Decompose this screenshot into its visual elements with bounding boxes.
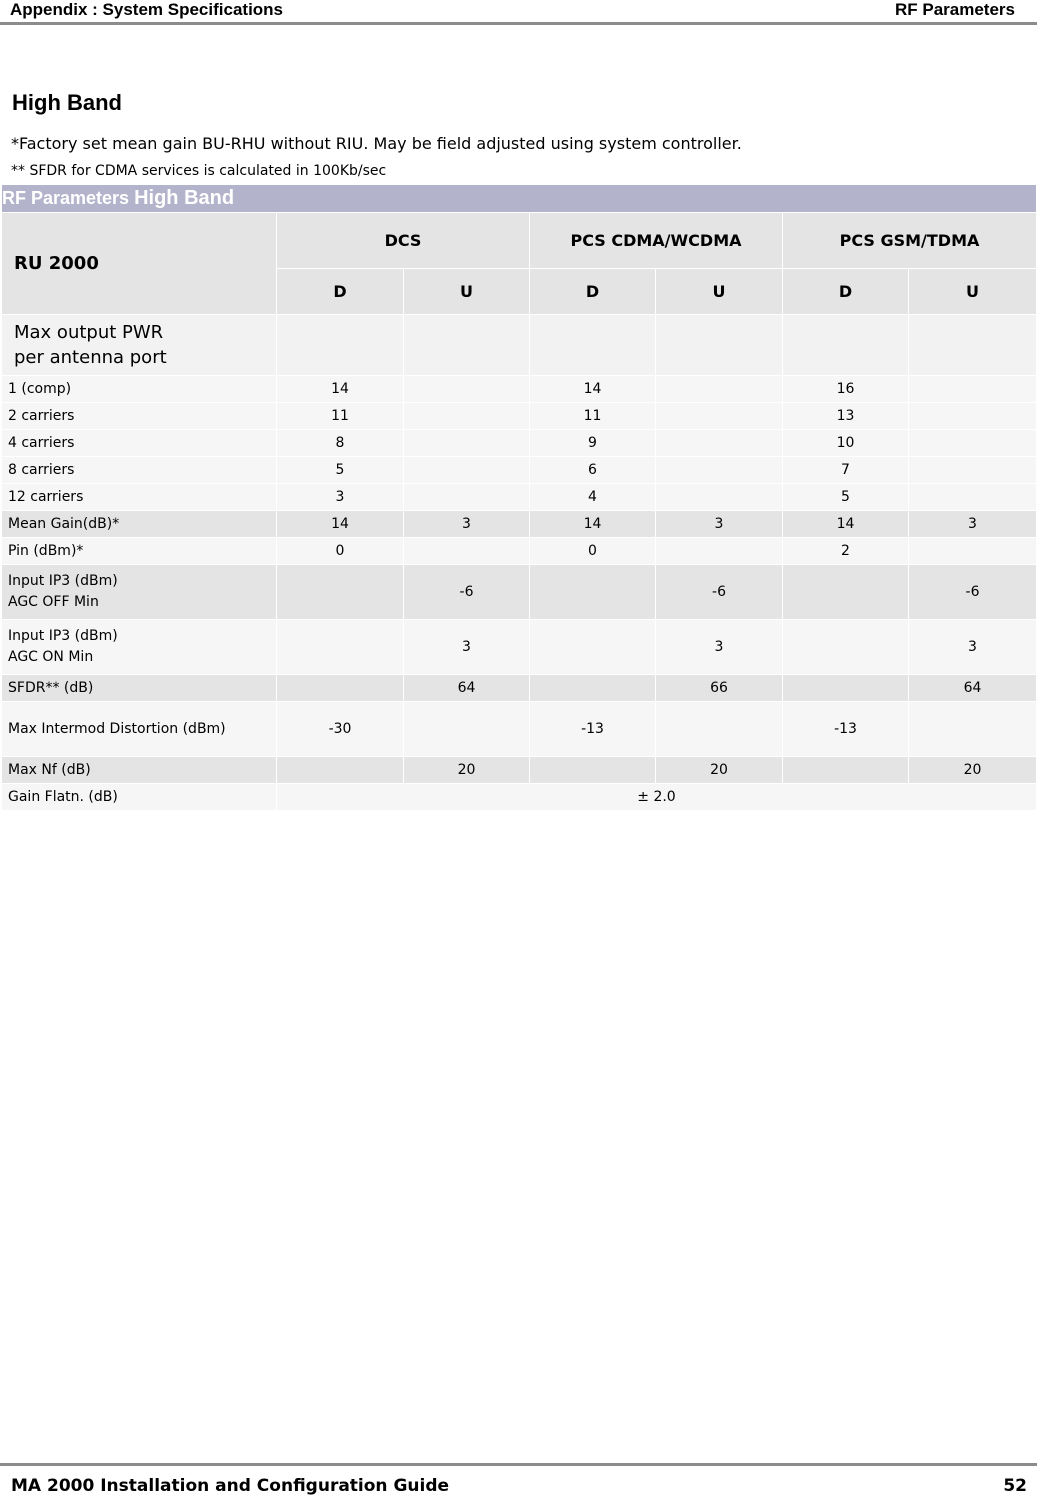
group-header-row (2, 213, 1037, 269)
table-row (2, 376, 1037, 403)
table-cell: 5 (277, 457, 404, 484)
table-row (2, 757, 1037, 784)
table-row (2, 675, 1037, 702)
table-cell: 0 (530, 538, 656, 565)
table-cell: 20 (404, 757, 530, 784)
page-header (0, 0, 1037, 25)
row-label-text: 8 carriers (8, 462, 75, 478)
row-label (2, 430, 277, 457)
table-cell (656, 702, 783, 757)
table-cell (404, 457, 530, 484)
table-cell: 13 (783, 403, 909, 430)
section-label (2, 315, 277, 376)
banner-prefix: RF Parameters (2, 188, 135, 208)
table-cell (277, 620, 404, 675)
table-body (2, 376, 1037, 784)
flatness-value: ± 2.0 (277, 784, 1037, 811)
table-cell (530, 675, 656, 702)
table-cell (404, 484, 530, 511)
table-cell: 3 (404, 511, 530, 538)
table-cell (404, 376, 530, 403)
table-cell: -6 (404, 565, 530, 620)
subcol-header: D (783, 269, 909, 315)
table-cell: 14 (530, 376, 656, 403)
subcol-header: U (404, 269, 530, 315)
table-cell: 2 (783, 538, 909, 565)
subcol-header: D (277, 269, 404, 315)
group-header: DCS (277, 213, 530, 269)
header-topic: RF Parameters (894, 0, 1015, 19)
table-cell (909, 457, 1037, 484)
table-row (2, 430, 1037, 457)
table-cell: 5 (783, 484, 909, 511)
table-cell (530, 757, 656, 784)
table-cell: -13 (530, 702, 656, 757)
table-cell: 0 (277, 538, 404, 565)
row-label (2, 675, 277, 702)
page-footer (0, 1463, 1037, 1496)
section-label-line2: per antenna port (14, 347, 167, 368)
row-label-text: Pin (dBm)* (8, 543, 84, 559)
table-row (2, 702, 1037, 757)
table-cell (404, 430, 530, 457)
table-cell (656, 430, 783, 457)
table-row (2, 511, 1037, 538)
table-cell: 3 (656, 620, 783, 675)
row-label-text: 4 carriers (8, 435, 75, 451)
banner-bold: High Band (134, 187, 235, 209)
rf-parameters-table (1, 184, 1037, 811)
subcol-header: U (909, 269, 1037, 315)
corner-label: RU 2000 (2, 213, 277, 315)
table-cell (277, 565, 404, 620)
table-cell (656, 457, 783, 484)
row-label (2, 376, 277, 403)
section-title: High Band (12, 90, 122, 115)
row-label-text: 1 (comp) (8, 381, 72, 397)
table-cell: 20 (656, 757, 783, 784)
table-cell: 3 (909, 511, 1037, 538)
table-cell: 6 (530, 457, 656, 484)
subcol-header: D (530, 269, 656, 315)
table-cell (404, 702, 530, 757)
page-number: 52 (1003, 1476, 1027, 1496)
table-cell (277, 675, 404, 702)
section-row (2, 315, 1037, 376)
table-cell: 20 (909, 757, 1037, 784)
table-cell: -6 (656, 565, 783, 620)
subcol-header: U (656, 269, 783, 315)
table-cell (656, 403, 783, 430)
table-cell: 8 (277, 430, 404, 457)
row-label-text: Input IP3 (dBm) (8, 573, 118, 589)
table-cell: -13 (783, 702, 909, 757)
table-cell: 14 (783, 511, 909, 538)
table-cell (909, 702, 1037, 757)
table-cell: -30 (277, 702, 404, 757)
table-row (2, 538, 1037, 565)
section-label-line1: Max output PWR (14, 322, 164, 343)
table-cell (909, 484, 1037, 511)
row-label-text: SFDR** (dB) (8, 680, 94, 696)
table-cell (530, 620, 656, 675)
table-cell (656, 484, 783, 511)
table-cell (783, 565, 909, 620)
table-cell (909, 538, 1037, 565)
row-label: Gain Flatn. (dB) (2, 784, 277, 811)
table-row (2, 620, 1037, 675)
table-cell: 64 (909, 675, 1037, 702)
header-section-name: Appendix : System Specifications (10, 0, 284, 19)
row-label (2, 538, 277, 565)
group-header: PCS GSM/TDMA (783, 213, 1037, 269)
table-cell: 3 (404, 620, 530, 675)
row-label (2, 511, 277, 538)
table-cell: 10 (783, 430, 909, 457)
table-cell: 3 (656, 511, 783, 538)
table-cell (656, 376, 783, 403)
table-cell (530, 565, 656, 620)
table-row (2, 565, 1037, 620)
table-cell: 14 (277, 511, 404, 538)
row-label-text: 2 carriers (8, 408, 75, 424)
table-cell (656, 538, 783, 565)
table-cell (404, 538, 530, 565)
row-label-text: Input IP3 (dBm) (8, 628, 118, 644)
table-cell: -6 (909, 565, 1037, 620)
table-cell: 7 (783, 457, 909, 484)
table-cell: 11 (530, 403, 656, 430)
table-cell: 66 (656, 675, 783, 702)
table-cell (404, 403, 530, 430)
table-cell: 9 (530, 430, 656, 457)
table-cell (277, 757, 404, 784)
table-cell (909, 403, 1037, 430)
row-label-text-2: AGC ON Min (8, 649, 94, 665)
table-cell: 16 (783, 376, 909, 403)
table-row (2, 403, 1037, 430)
flatness-row (2, 784, 1037, 811)
table-cell: 64 (404, 675, 530, 702)
table-row (2, 484, 1037, 511)
table-cell (783, 620, 909, 675)
row-label-text: Max Intermod Distortion (dBm) (8, 720, 226, 737)
table-cell: 4 (530, 484, 656, 511)
row-label (2, 484, 277, 511)
row-label (2, 403, 277, 430)
row-label (2, 565, 277, 620)
group-header: PCS CDMA/WCDMA (530, 213, 783, 269)
row-label-text: 12 carriers (8, 489, 84, 505)
footer-doc-title: MA 2000 Installation and Configuration Guide (11, 1476, 450, 1496)
footnote-gain: *Factory set mean gain BU-RHU without RIU. May be field adjusted using system controller. (11, 134, 742, 153)
row-label-text: Mean Gain(dB)* (8, 516, 120, 532)
row-label-text: Max Nf (dB) (8, 762, 91, 778)
table-cell: 3 (277, 484, 404, 511)
row-label-text-2: AGC OFF Min (8, 594, 99, 610)
table-banner (2, 185, 1037, 213)
table-cell: 14 (277, 376, 404, 403)
row-label (2, 757, 277, 784)
table-row (2, 457, 1037, 484)
table-cell: 14 (530, 511, 656, 538)
table-cell (783, 757, 909, 784)
row-label (2, 457, 277, 484)
table-cell (909, 376, 1037, 403)
table-cell: 11 (277, 403, 404, 430)
row-label (2, 620, 277, 675)
table-cell: 3 (909, 620, 1037, 675)
table-cell (909, 430, 1037, 457)
table-cell (783, 675, 909, 702)
footnote-sfdr: ** SFDR for CDMA services is calculated in 100Kb/sec (11, 163, 387, 179)
row-label (2, 702, 277, 757)
